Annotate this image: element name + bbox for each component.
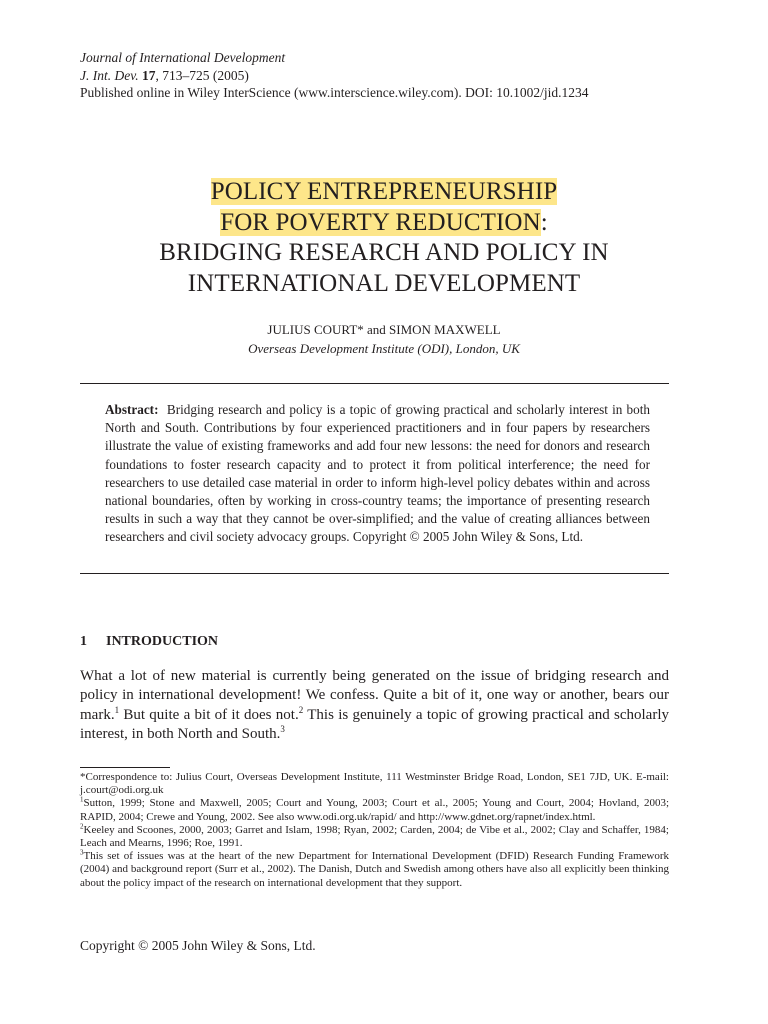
footnote-3: $^3$This set of issues was at the heart of the new Department for International Development (DFID) Research Funding Framework (2004) and background report (Surr et al., 2002). The Danish, Dutch and Swedish among others have also all explicitly been thinking about the policy impact of the research on international development that they support.	[80, 848, 669, 889]
section-heading	[80, 634, 218, 650]
journal-header	[80, 49, 588, 102]
abstract-bottom-rule	[80, 573, 669, 574]
title-line-1: POLICY ENTREPRENEURSHIP	[210, 178, 558, 205]
title-line-3: BRIDGING RESEARCH AND POLICY IN	[159, 239, 609, 266]
author-affiliation: Overseas Development Institute (ODI), London, UK	[248, 341, 520, 356]
footnote-ref-1[interactable]: 1	[114, 704, 120, 715]
footnote-ref-3[interactable]: 3	[280, 723, 285, 734]
footnote-ref-2[interactable]: 2	[298, 704, 304, 715]
title-line-2: FOR POVERTY REDUCTION	[220, 208, 541, 236]
footnote-2: $^2$Keeley and Scoones, 2000, 2003; Garret and Islam, 1998; Ryan, 2002; Carden, 2004; de Vibe et al., 2002; Clay and Schaffer, 1984; Leach and Mearns, 1996; Roe, 1991.	[80, 822, 669, 850]
journal-name: Journal of International Development	[80, 50, 286, 65]
intro-paragraph: What a lot of new material is currently being generated on the issue of bridging research and policy in international development! We confess. Quite a bit of it, one way or another, bears our mark.$^1$ But quite a bit of it does not.$^2$ This is genuinely a topic of growing practical and scholarly interest, in both North and South.$^3$	[80, 668, 669, 742]
publication-info: Published online in Wiley InterScience (www.interscience.wiley.com). DOI: 10.1002/jid.1234	[80, 85, 589, 100]
author-block	[0, 320, 768, 358]
title-line-4: INTERNATIONAL DEVELOPMENT	[187, 269, 581, 297]
footnote-1: $^1$Sutton, 1999; Stone and Maxwell, 2005; Court and Young, 2003; Court et al., 2005; Young and Court, 2004; Hovland, 2003; RAPID, 2004; Crewe and Young, 2002. See also www.odi.org.uk/rapid/ and http://www.gdnet.org/rapnet/index.html.	[80, 795, 669, 823]
section-title: INTRODUCTION	[106, 634, 219, 649]
author-names: JULIUS COURT* and SIMON MAXWELL	[267, 322, 501, 337]
abstract-text: Bridging research and policy is a topic of growing practical and scholarly interest in both North and South. Contributions by four experienced practitioners and in four papers by researchers illustrate the value of existing frameworks and add four new lessons: the need for donors and research foundations to foster research capacity and to protect it from political interference; the need for researchers to use detailed case material in order to inform high-level policy debates within and across national boundaries, often by working in cross-country teams; the importance of presenting research results in such a way that they cannot be over-simplified; and the value of creating alliances between researchers and civil society advocacy groups. Copyright © 2005 John Wiley & Sons, Ltd.	[105, 402, 651, 545]
journal-citation: J. Int. Dev. 17, 713–725 (2005)	[80, 67, 249, 83]
paper-title: POLICY ENTREPRENEURSHIP FOR POVERTY REDUCTION: BRIDGING RESEARCH AND POLICY IN INTERNATIONAL DEVELOPMENT	[0, 177, 768, 299]
correspondence-note: *Correspondence to: Julius Court, Overseas Development Institute, 111 Westminster Bridge Road, London, SE1 7JD, UK. E-mail: j.court@odi.org.uk	[80, 771, 669, 797]
footnote-rule	[80, 767, 170, 768]
abstract	[105, 401, 650, 547]
abstract-top-rule	[80, 383, 669, 384]
footnotes	[80, 771, 669, 890]
abstract-label: Abstract:	[105, 402, 159, 417]
section-number: 1	[80, 634, 87, 649]
copyright-footer: Copyright © 2005 John Wiley & Sons, Ltd.	[80, 938, 316, 953]
